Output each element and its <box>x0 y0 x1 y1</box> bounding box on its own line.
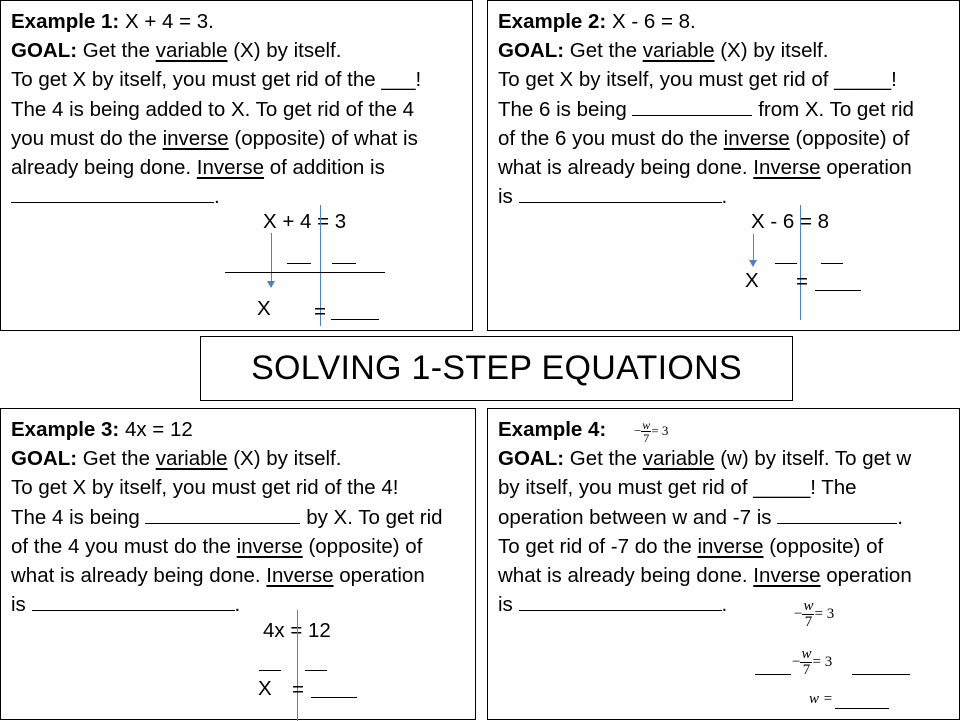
blank <box>821 263 843 264</box>
blank <box>259 670 281 671</box>
divider-line <box>297 610 298 721</box>
goal-label: GOAL: <box>498 447 565 471</box>
fraction-denominator: 7 <box>804 614 813 630</box>
example-1-equation: X + 4 = 3. <box>124 10 214 33</box>
answer-blank <box>11 184 214 203</box>
goal-text: (X) by itself. <box>720 39 829 63</box>
minus-sign: − <box>633 422 642 438</box>
line-4: operation between w and -7 is <box>498 505 772 529</box>
fraction-numerator: w <box>642 418 651 433</box>
work-equation: X + 4 = 3 <box>263 210 347 233</box>
line-5: you must do the <box>11 126 157 150</box>
minus-sign: − <box>792 654 801 670</box>
answer-blank <box>815 290 861 291</box>
line-4: by X. To get rid <box>306 505 443 529</box>
answer-blank <box>519 592 722 611</box>
line-7: is <box>498 593 513 617</box>
work-underline <box>225 272 385 273</box>
work-equation-1 <box>794 599 834 630</box>
goal-label: GOAL: <box>11 447 78 471</box>
down-arrow-icon <box>753 234 754 266</box>
example-3-panel <box>0 408 476 720</box>
line-6: what is already being done. <box>498 155 748 179</box>
line-4: The 4 is being added to X. To get rid of the 4 <box>11 97 415 121</box>
line-6: already being done. <box>11 155 192 179</box>
line-6: what is already being done. <box>498 563 748 587</box>
example-4-label: Example 4: <box>498 418 607 441</box>
inverse-term: Inverse <box>753 563 821 587</box>
example-2-equation: X - 6 = 8. <box>611 10 696 33</box>
answer-blank <box>32 592 235 611</box>
example-1-label: Example 1: <box>11 10 120 33</box>
work-equation: X - 6 = 8 <box>751 210 830 233</box>
goal-text: Get the <box>82 39 150 63</box>
example-3-label: Example 3: <box>11 418 120 441</box>
inverse-term: Inverse <box>266 563 334 587</box>
blank <box>755 674 791 675</box>
inverse-term: Inverse <box>196 155 265 179</box>
answer-blank <box>835 708 889 709</box>
example-3-equation: 4x = 12 <box>124 418 193 441</box>
goal-text: (X) by itself. <box>233 39 342 63</box>
line-5: (opposite) of what is <box>234 126 418 150</box>
line-4: The 4 is being <box>11 505 140 529</box>
inverse-term: Inverse <box>753 155 821 179</box>
example-4-panel <box>487 408 960 720</box>
goal-text: Get the <box>569 39 637 63</box>
fraction-equals: = 3 <box>812 654 833 670</box>
work-x: X <box>258 677 272 700</box>
example-2-text: Example 2: X - 6 = 8. GOAL: Get the variable (X) by itself. To get X by itself, you must get rid of _____! The 6 is being from X. To get rid of the 6 you must do the inverse (opposite) of what is already being done. Inverse operation is . <box>498 7 953 211</box>
blank <box>852 674 910 675</box>
goal-text: Get the <box>82 447 150 471</box>
divider-line <box>800 205 801 320</box>
work-x: X <box>745 269 759 292</box>
line-3: by itself, you must get rid of _____! The <box>498 476 857 500</box>
fraction-denominator: 7 <box>643 431 650 446</box>
goal-text: (w) by itself. To get w <box>720 447 912 471</box>
goal-text: (X) by itself. <box>233 447 342 471</box>
minus-sign: − <box>794 606 803 622</box>
goal-label: GOAL: <box>498 39 565 63</box>
line-6: operation <box>826 563 912 587</box>
example-2-panel <box>487 0 960 331</box>
page-title: SOLVING 1-STEP EQUATIONS <box>200 336 793 401</box>
work-equation: 4x = 12 <box>263 619 331 642</box>
line-7: is <box>11 593 26 617</box>
line-5: of the 4 you must do the <box>11 534 231 558</box>
blank <box>332 263 356 264</box>
answer-blank <box>331 319 379 320</box>
inverse-term: inverse <box>236 534 303 558</box>
inverse-term: inverse <box>697 534 764 558</box>
line-6: operation <box>826 155 912 179</box>
example-2-label: Example 2: <box>498 10 607 33</box>
down-arrow-icon <box>271 233 272 287</box>
inverse-term: inverse <box>162 126 229 150</box>
work-equals: = <box>292 678 304 701</box>
answer-blank <box>145 505 300 524</box>
example-3-text: Example 3: 4x = 12 GOAL: Get the variable (X) by itself. To get X by itself, you must get rid of the 4! The 4 is being by X. To get rid of the 4 you must do the inverse (opposite) of what is already being done. Inverse operation is . <box>11 415 466 619</box>
line-6: operation <box>339 563 425 587</box>
line-6: what is already being done. <box>11 563 261 587</box>
fraction-numerator: w <box>801 646 812 662</box>
answer-blank <box>519 184 722 203</box>
blank <box>287 263 311 264</box>
variable-term: variable <box>642 39 715 63</box>
line-4: The 6 is being <box>498 97 627 121</box>
fraction-denominator: 7 <box>802 662 811 678</box>
blank <box>775 263 797 264</box>
line-3: To get X by itself, you must get rid of the 4! <box>11 476 399 500</box>
line-3: To get X by itself, you must get rid of _____! <box>498 68 897 92</box>
work-equation-2 <box>792 647 832 678</box>
variable-term: variable <box>642 447 715 471</box>
work-x: X <box>257 297 271 320</box>
fraction-equals: = 3 <box>651 422 669 438</box>
variable-term: variable <box>155 447 228 471</box>
answer-blank <box>632 97 752 116</box>
answer-blank <box>777 505 897 524</box>
fraction-equals: = 3 <box>814 606 835 622</box>
line-5: (opposite) of <box>769 534 884 558</box>
work-equals: = <box>796 270 808 293</box>
line-7: is <box>498 185 513 209</box>
fraction-numerator: w <box>803 598 814 614</box>
line-5: (opposite) of <box>308 534 423 558</box>
goal-text: Get the <box>569 447 637 471</box>
line-5: of the 6 you must do the <box>498 126 718 150</box>
example-1-panel <box>0 0 473 331</box>
line-6: of addition is <box>269 155 385 179</box>
example-1-text: Example 1: X + 4 = 3. GOAL: Get the variable (X) by itself. To get X by itself, you must get rid of the ___! The 4 is being added to X. To get rid of the 4 you must do the inverse (opposite) of what is already being done. Inverse of addition is . <box>11 7 466 211</box>
blank <box>305 670 327 671</box>
example-4-text: Example 4: − $\frac{w}{7}$ = 3 GOAL: Get the variable (w) by itself. To get w by itself, you must get rid of _____! The operation between w and -7 is . To get rid of -7 do the inverse (opposite) of what is already being done. Inverse operation is . <box>498 415 953 619</box>
work-w: w = <box>809 691 833 707</box>
line-4: from X. To get rid <box>758 97 914 121</box>
work-equals: = <box>314 300 326 323</box>
example-4-equation <box>634 416 668 445</box>
line-5: (opposite) of <box>795 126 910 150</box>
variable-term: variable <box>155 39 228 63</box>
answer-blank <box>311 697 357 698</box>
goal-label: GOAL: <box>11 39 78 63</box>
inverse-term: inverse <box>723 126 790 150</box>
line-5: To get rid of -7 do the <box>498 534 692 558</box>
line-3: To get X by itself, you must get rid of the ___! <box>11 68 422 92</box>
